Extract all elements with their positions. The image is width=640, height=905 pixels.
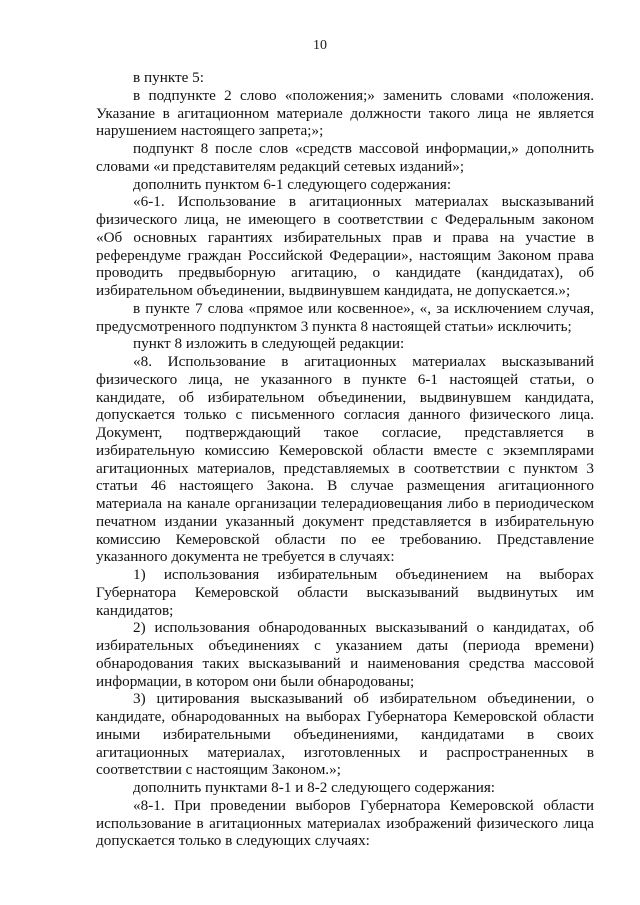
paragraph: в подпункте 2 слово «положения;» заменить словами «положения. Указание в агитационном материале должности такого лица не является нарушением настоящего запрета;»; [96,86,594,140]
list-item: 2) использования обнародованных высказываний о кандидатах, об избирательных объединениях с указанием даты (периода времени) обнародования таких высказываний и наименования средства массовой информации, в котором они были обнародованы; [96,619,594,690]
paragraph: дополнить пунктом 6-1 следующего содержания: [133,175,452,193]
paragraph: в пункте 7 слова «прямое или косвенное», «, за исключением случая, предусмотренного подпунктом 3 пункта 8 настоящей статьи» исключить; [96,299,594,335]
paragraph: «8-1. При проведении выборов Губернатора Кемеровской области использование в агитационных материалах изображений физического лица допускается только в следующих случаях: [96,796,594,850]
paragraph: пункт 8 изложить в следующей редакции: [133,335,405,353]
page-number: 10 [313,38,327,53]
paragraph: «8. Использование в агитационных материалах высказываний физического лица, не указанного в пункте 6-1 настоящей статьи, о кандидате, об избирательном объединении, выдвинувшем кандидата, допускается только с письменного согласия данного физического лица. Документ, подтверждающий такое согласие, представляется в избирательную комиссию Кемеровской области вместе с экземплярами агитационных материалов, представляемых в соответствии с пунктом 3 статьи 46 настоящего Закона. В случае размещения агитационного материала на канале организации телерадиовещания либо в периодическом печатном издании указанный документ представляется в избирательную комиссию Кемеровской области по ее требованию. Представление указанного документа не требуется в случаях: [96,353,594,566]
list-item: 1) использования избирательным объединением на выборах Губернатора Кемеровской области высказываний выдвинутых им кандидатов; [96,566,594,619]
paragraph: подпункт 8 после слов «средств массовой информации,» дополнить словами «и представителям редакций сетевых изданий»; [96,140,594,175]
document-body [96,69,594,850]
list-item: 3) цитирования высказываний об избирательном объединении, о кандидате, обнародованных на выборах Губернатора Кемеровской области иными избирательными объединениями, кандидатами в своих агитационных материалах, изготовленных и распространенных в соответствии с настоящим Законом.»; [96,690,594,779]
paragraph: дополнить пунктами 8-1 и 8-2 следующего содержания: [133,779,496,796]
paragraph: в пункте 5: [133,69,204,86]
paragraph: «6-1. Использование в агитационных материалах высказываний физического лица, не имеющего в соответствии с Федеральным законом «Об основных гарантиях избирательных прав и права на участие в референдуме граждан Российской Федерации», настоящим Законом права проводить предвыборную агитацию, о кандидате (кандидатах), об избирательном объединении, выдвинувшем кандидата, не допускается.»; [96,193,594,299]
